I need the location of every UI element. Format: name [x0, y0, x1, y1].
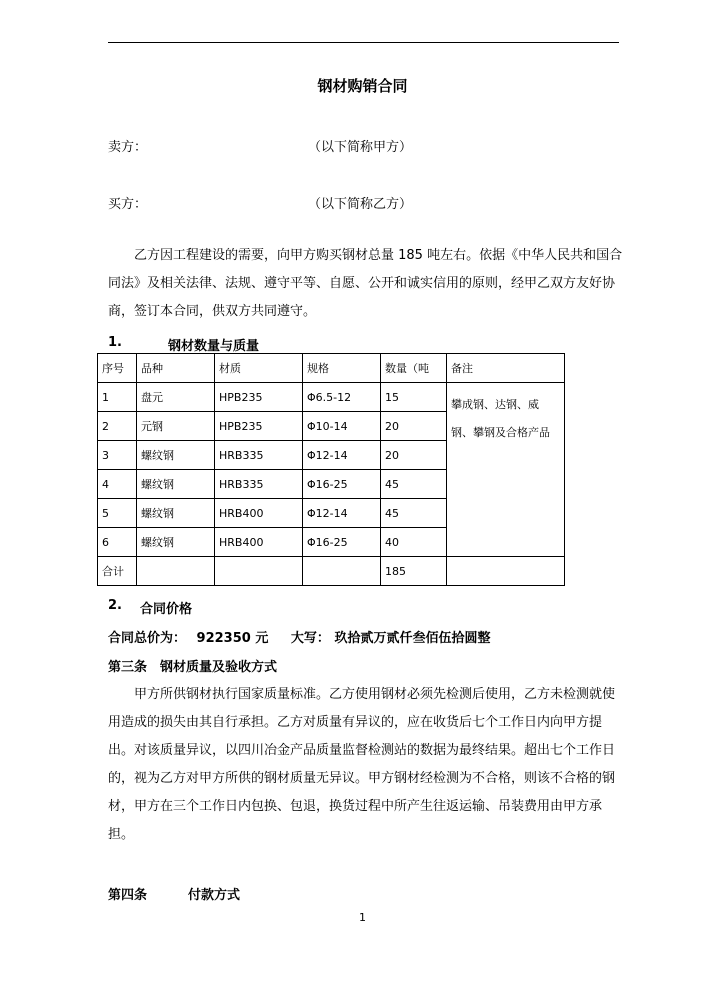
table-cell: 1	[98, 383, 137, 412]
section-1-title: 钢材数量与质量	[168, 339, 260, 354]
table-cell: Φ16-25	[303, 528, 381, 557]
table-cell: 40	[381, 528, 447, 557]
page-number: 1	[359, 911, 366, 924]
table-header-row	[98, 354, 565, 383]
table-cell	[447, 557, 565, 586]
table-cell: HRB400	[215, 499, 303, 528]
table-row	[98, 383, 565, 412]
total-value-cell: 185	[381, 557, 447, 586]
table-cell: 20	[381, 412, 447, 441]
table-cell: 45	[381, 499, 447, 528]
table-total-row	[98, 557, 565, 586]
remarks-cell: 攀成钢、达钢、威钢、攀钢及合格产品	[447, 383, 565, 557]
header-cell: 品种	[137, 354, 215, 383]
section-1-number: 1.	[108, 335, 122, 350]
table-cell: 螺纹钢	[137, 441, 215, 470]
table-cell: 螺纹钢	[137, 470, 215, 499]
table-cell: Φ16-25	[303, 470, 381, 499]
table-cell: Φ12-14	[303, 499, 381, 528]
total-price-value: 922350 元	[196, 631, 269, 646]
total-price-label: 合同总价为：	[108, 631, 187, 646]
table-cell: Φ10-14	[303, 412, 381, 441]
table-cell: 盘元	[137, 383, 215, 412]
table-cell: HPB235	[215, 412, 303, 441]
seller-note: （以下简称甲方）	[308, 140, 413, 155]
table-cell: 元钢	[137, 412, 215, 441]
total-label-cell: 合计	[98, 557, 137, 586]
table-cell	[215, 557, 303, 586]
buyer-label: 买方：	[108, 197, 148, 212]
table-cell: 6	[98, 528, 137, 557]
section-4-title: 付款方式	[188, 888, 241, 903]
total-price-line	[108, 627, 490, 646]
table-cell: 15	[381, 383, 447, 412]
seller-label: 卖方：	[108, 140, 148, 155]
steel-quantity-table	[97, 353, 565, 586]
header-cell: 备注	[447, 354, 565, 383]
table-cell: HRB335	[215, 441, 303, 470]
section-3-title: 第三条 钢材质量及验收方式	[108, 660, 278, 675]
header-cell: 数量（吨	[381, 354, 447, 383]
table-cell	[137, 557, 215, 586]
table-cell: Φ6.5-12	[303, 383, 381, 412]
table-cell: 螺纹钢	[137, 528, 215, 557]
section-2-title: 合同价格	[140, 602, 193, 617]
table-cell: 2	[98, 412, 137, 441]
price-uppercase-label: 大写：	[290, 631, 330, 646]
section-2-number: 2.	[108, 598, 122, 613]
table-cell: 45	[381, 470, 447, 499]
table-cell: HPB235	[215, 383, 303, 412]
header-cell: 序号	[98, 354, 137, 383]
table-cell: 5	[98, 499, 137, 528]
table-cell: Φ12-14	[303, 441, 381, 470]
table-cell: HRB400	[215, 528, 303, 557]
table-cell: 20	[381, 441, 447, 470]
price-uppercase-value: 玖拾贰万贰仟叁佰伍拾圆整	[334, 631, 491, 646]
section-3-body: 甲方所供钢材执行国家质量标准。乙方使用钢材必须先检测后使用，乙方未检测就使用造成的损失由其自行承担。乙方对质量有异议的，应在收货后七个工作日内向甲方提出。对该质量异议，以四川冶金产品质量监督检测站的数据为最终结果。超出七个工作日的，视为乙方对甲方所供的钢材质量无异议。甲方钢材经检测为不合格，则该不合格的钢材，甲方在三个工作日内包换、包退，换货过程中所产生往返运输、吊装费用由甲方承担。	[108, 687, 616, 842]
document-title: 钢材购销合同	[317, 77, 408, 95]
table-cell: 3	[98, 441, 137, 470]
buyer-note: （以下简称乙方）	[308, 197, 413, 212]
table-cell: 螺纹钢	[137, 499, 215, 528]
table-cell	[303, 557, 381, 586]
intro-paragraph: 乙方因工程建设的需要，向甲方购买钢材总量 185 吨左右。依据《中华人民共和国合同法》及相关法律、法规、遵守平等、自愿、公开和诚实信用的原则，经甲乙双方友好协商，签订本合同，供双方共同遵守。	[108, 248, 623, 319]
section-4-label: 第四条	[108, 888, 148, 903]
header-cell: 规格	[303, 354, 381, 383]
table-cell: 4	[98, 470, 137, 499]
header-rule	[108, 42, 619, 43]
header-cell: 材质	[215, 354, 303, 383]
table-cell: HRB335	[215, 470, 303, 499]
